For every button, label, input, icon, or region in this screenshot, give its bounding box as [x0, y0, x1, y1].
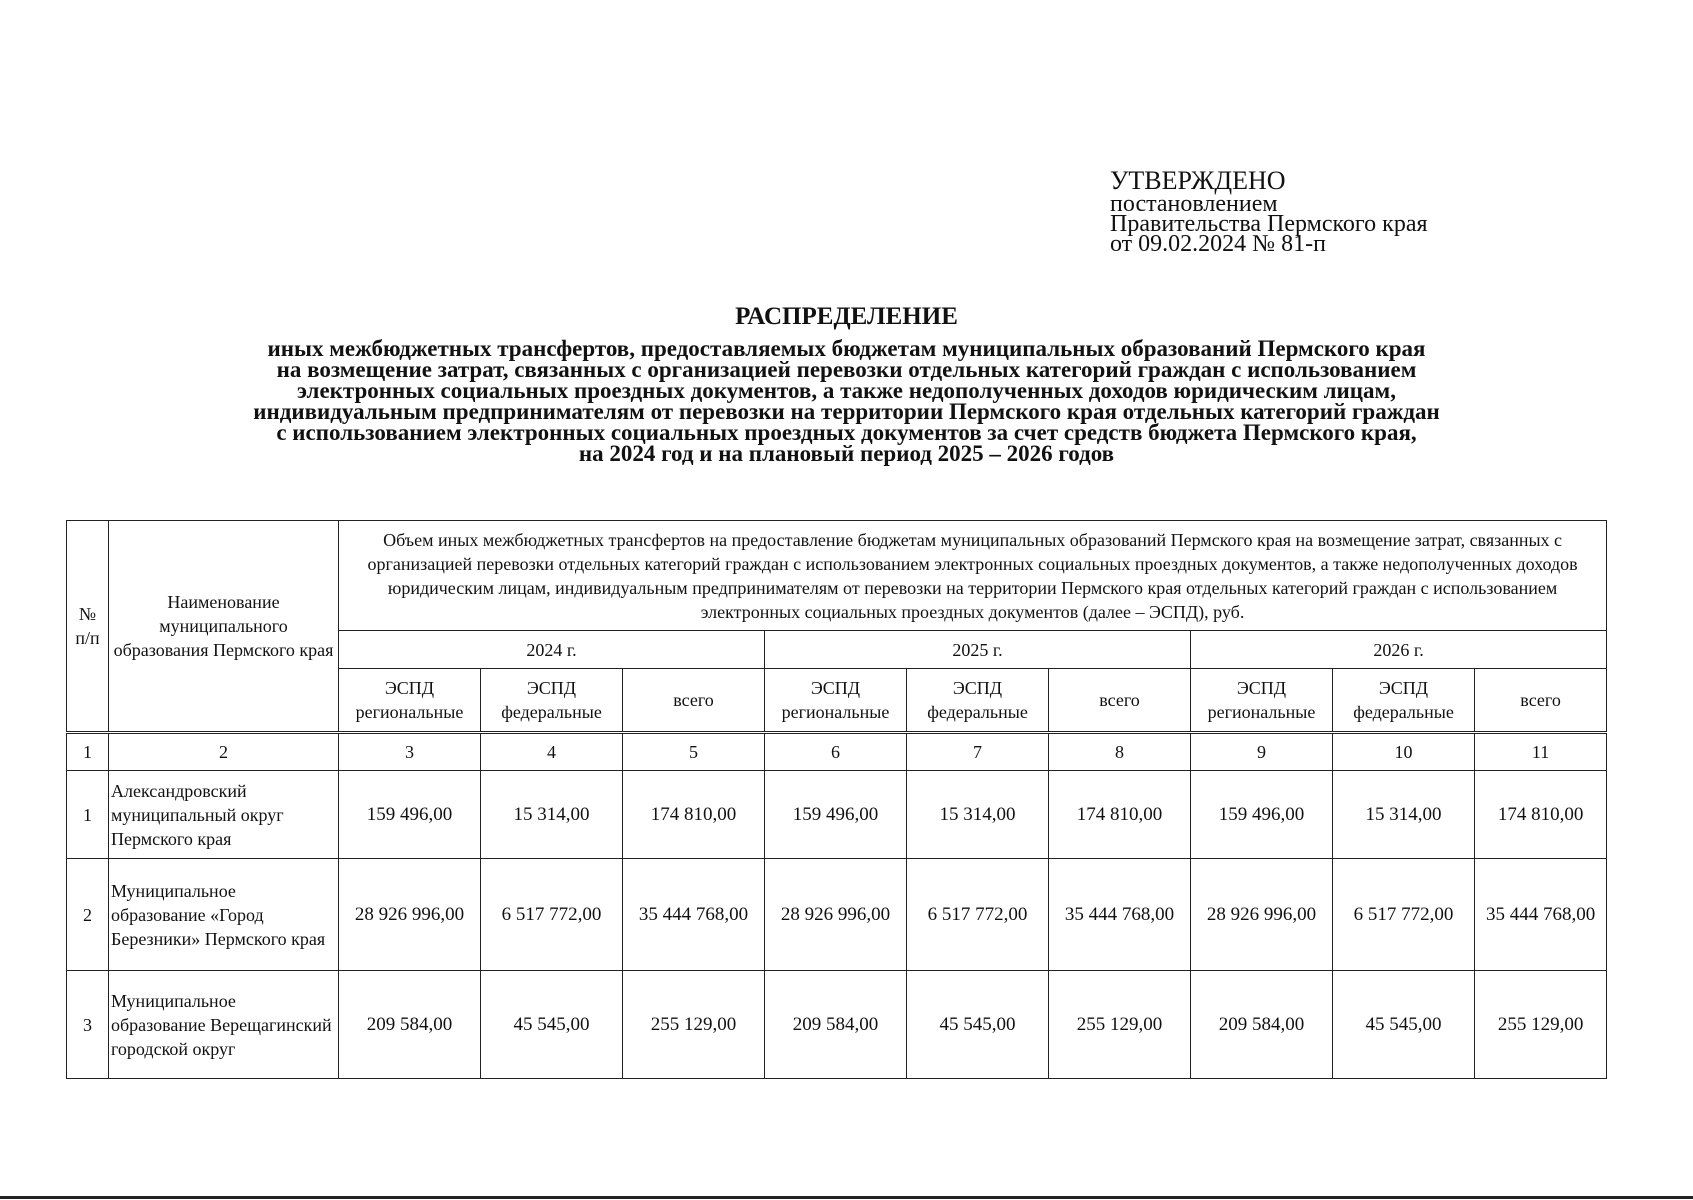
value-cell: 209 584,00: [339, 971, 481, 1079]
value-cell: 35 444 768,00: [1475, 859, 1607, 971]
column-number: 9: [1191, 733, 1333, 771]
value-cell: 174 810,00: [1049, 771, 1191, 859]
value-cell: 45 545,00: [481, 971, 623, 1079]
subtitle-line: на 2024 год и на плановый период 2025 – 2026 годов: [578, 441, 1115, 466]
value-cell: 174 810,00: [1475, 771, 1607, 859]
municipality-name: Муниципальное образование «Город Березники» Пермского края: [109, 859, 339, 971]
value-cell: 159 496,00: [339, 771, 481, 859]
approval-stamp: [1110, 166, 1428, 257]
table-row: [67, 859, 1607, 971]
header-federal: ЭСПД федеральные: [481, 669, 623, 733]
value-cell: 255 129,00: [623, 971, 765, 1079]
subtitle-line: индивидуальным предпринимателям от перевозки на территории Пермского края отдельных категорий граждан: [253, 399, 1440, 424]
subtitle-line: иных межбюджетных трансфертов, предоставляемых бюджетам муниципальных образований Пермского края: [267, 336, 1426, 361]
header-total: всего: [623, 669, 765, 733]
column-number: 5: [623, 733, 765, 771]
header-total: всего: [1049, 669, 1191, 733]
subtitle-line: электронных социальных проездных документов, а также недополученных доходов юридическим лицам,: [297, 378, 1396, 403]
approval-line-2: постановлением: [1110, 191, 1278, 217]
value-cell: 28 926 996,00: [1191, 859, 1333, 971]
header-row-1: [67, 521, 1607, 631]
header-regional: ЭСПД региональные: [339, 669, 481, 733]
row-number: 3: [67, 971, 109, 1079]
header-municipality-name: Наименование муниципального образования Пермского края: [109, 521, 339, 733]
value-cell: 35 444 768,00: [623, 859, 765, 971]
column-number: 2: [109, 733, 339, 771]
table-row: [67, 771, 1607, 859]
row-number: 1: [67, 771, 109, 859]
value-cell: 28 926 996,00: [339, 859, 481, 971]
column-number: 6: [765, 733, 907, 771]
value-cell: 6 517 772,00: [907, 859, 1049, 971]
approval-line-4: от 09.02.2024 № 81-п: [1110, 231, 1326, 257]
column-number: 8: [1049, 733, 1191, 771]
value-cell: 6 517 772,00: [481, 859, 623, 971]
municipality-name: Муниципальное образование Верещагинский городской округ: [109, 971, 339, 1079]
document-subtitle: [40, 338, 1653, 464]
column-numbers-row: [67, 733, 1607, 771]
value-cell: 209 584,00: [765, 971, 907, 1079]
value-cell: 45 545,00: [907, 971, 1049, 1079]
header-number: № п/п: [67, 521, 109, 733]
page-bottom-edge: [0, 1196, 1693, 1199]
table-row: [67, 971, 1607, 1079]
document-title: РАСПРЕДЕЛЕНИЕ: [735, 303, 958, 330]
header-regional: ЭСПД региональные: [765, 669, 907, 733]
value-cell: 6 517 772,00: [1333, 859, 1475, 971]
header-year-2024: 2024 г.: [339, 631, 765, 669]
value-cell: 35 444 768,00: [1049, 859, 1191, 971]
subtitle-line: с использованием электронных социальных проездных документов за счет средств бюджета Пермского края,: [276, 420, 1417, 445]
column-number: 1: [67, 733, 109, 771]
header-regional: ЭСПД региональные: [1191, 669, 1333, 733]
row-number: 2: [67, 859, 109, 971]
approval-heading: УТВЕРЖДЕНО: [1110, 166, 1286, 195]
header-year-2026: 2026 г.: [1191, 631, 1607, 669]
header-transfer-volume: Объем иных межбюджетных трансфертов на предоставление бюджетам муниципальных образований Пермского края на возмещение затрат, связанных с организацией перевозки отдельных категорий граждан с использованием электронных социальных проездных документов, а также недополученных доходов юридическим лицам, индивидуальным предпринимателям от перевозки на территории Пермского края отдельных категорий граждан с использованием электронных социальных проездных документов (далее – ЭСПД), руб.: [339, 521, 1607, 631]
header-federal: ЭСПД федеральные: [1333, 669, 1475, 733]
column-number: 10: [1333, 733, 1475, 771]
value-cell: 255 129,00: [1475, 971, 1607, 1079]
value-cell: 159 496,00: [765, 771, 907, 859]
value-cell: 15 314,00: [1333, 771, 1475, 859]
value-cell: 28 926 996,00: [765, 859, 907, 971]
municipality-name: Александровский муниципальный округ Пермского края: [109, 771, 339, 859]
column-number: 3: [339, 733, 481, 771]
header-total: всего: [1475, 669, 1607, 733]
value-cell: 255 129,00: [1049, 971, 1191, 1079]
value-cell: 159 496,00: [1191, 771, 1333, 859]
value-cell: 15 314,00: [907, 771, 1049, 859]
value-cell: 174 810,00: [623, 771, 765, 859]
value-cell: 45 545,00: [1333, 971, 1475, 1079]
subtitle-line: на возмещение затрат, связанных с организацией перевозки отдельных категорий граждан с использованием: [276, 357, 1417, 382]
column-number: 4: [481, 733, 623, 771]
header-federal: ЭСПД федеральные: [907, 669, 1049, 733]
distribution-table: [66, 520, 1607, 1079]
column-number: 11: [1475, 733, 1607, 771]
header-year-2025: 2025 г.: [765, 631, 1191, 669]
value-cell: 209 584,00: [1191, 971, 1333, 1079]
approval-line-3: Правительства Пермского края: [1110, 211, 1428, 237]
value-cell: 15 314,00: [481, 771, 623, 859]
column-number: 7: [907, 733, 1049, 771]
